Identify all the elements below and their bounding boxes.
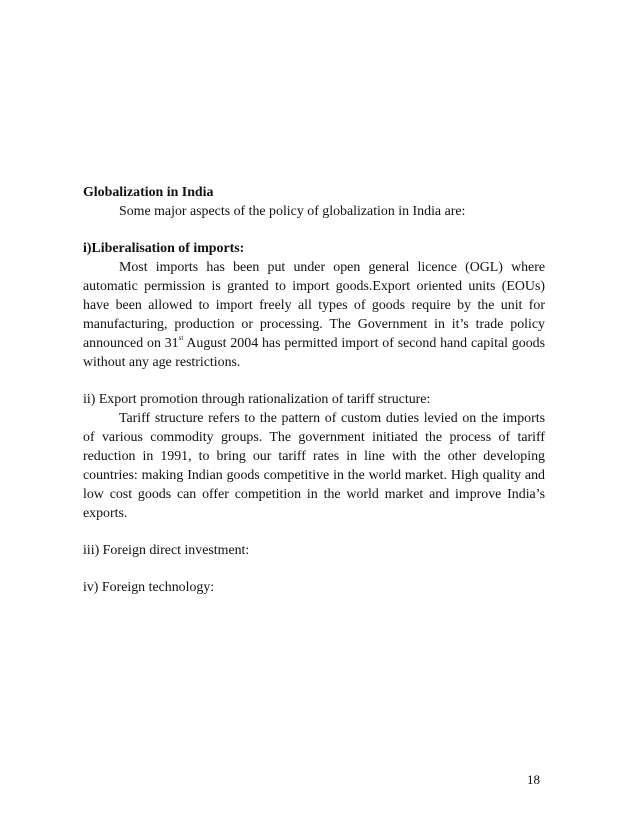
spacer bbox=[83, 523, 545, 541]
section-heading-foreign-technology: iv) Foreign technology: bbox=[83, 580, 215, 595]
section-body-text: Most imports has been put under open general licence (OGL) where automatic permission is granted to import goods.Export oriented units (EOUs) have been allowed to import freely all types of goods require by the unit for manufacturing, production or processing. The Government in it’s trade policy announced on 31 bbox=[83, 260, 545, 351]
section-heading-export-promotion: ii) Export promotion through rationalization of tariff structure: bbox=[83, 392, 431, 407]
intro-text: Some major aspects of the policy of globalization in India are: bbox=[119, 204, 466, 219]
section-heading-liberalisation: i)Liberalisation of imports: bbox=[83, 241, 245, 256]
page-title: Globalization in India bbox=[83, 185, 214, 200]
ordinal-suffix: st bbox=[178, 334, 184, 343]
section-heading-fdi: iii) Foreign direct investment: bbox=[83, 543, 250, 558]
section-body-liberalisation bbox=[83, 258, 545, 372]
spacer bbox=[83, 221, 545, 239]
section-body-export-promotion: Tariff structure refers to the pattern of custom duties levied on the imports of various commodity groups. The government initiated the process of tariff reduction in 1991, to bring our tariff rates in line with the other developing countries: making Indian goods competitive in the world market. High quality and low cost goods can offer competition in the world market and improve India’s exports. bbox=[83, 411, 545, 521]
spacer bbox=[83, 372, 545, 390]
document-body bbox=[83, 183, 545, 597]
section-body-text: August 2004 has permitted import of second hand capital goods without any age restrictions. bbox=[83, 336, 545, 370]
page-number: 18 bbox=[527, 772, 540, 787]
spacer bbox=[83, 560, 545, 578]
